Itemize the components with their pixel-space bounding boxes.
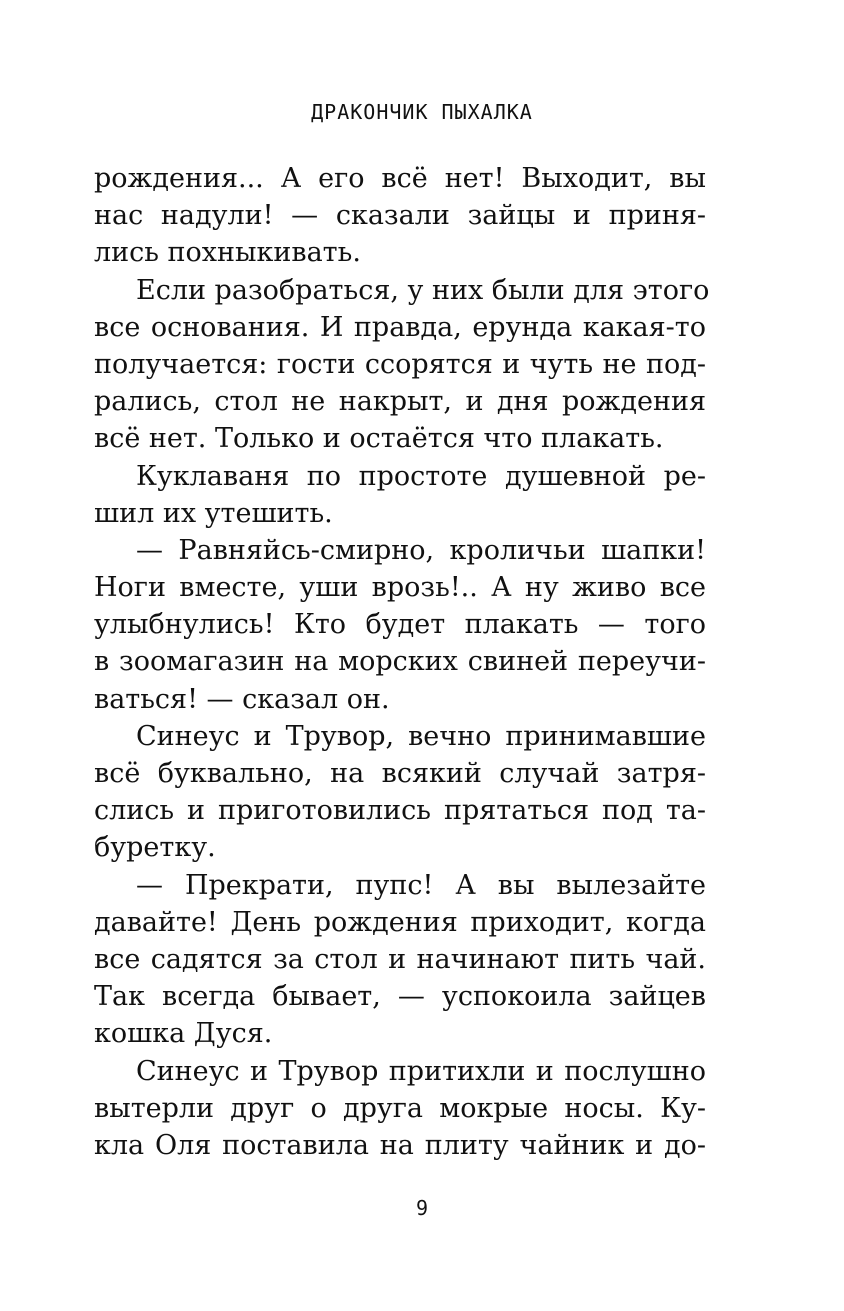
text-line: нас надули! — сказали зайцы и приня- <box>94 200 706 232</box>
text-line: кошка Дуся. <box>94 1018 273 1050</box>
paragraph <box>94 532 706 718</box>
paragraph <box>94 458 706 532</box>
paragraph <box>94 718 706 867</box>
running-head: ДРАКОНЧИК ПЫХАЛКА <box>311 100 533 124</box>
text-line: лись похныкивать. <box>94 237 361 269</box>
text-line: шил их утешить. <box>94 497 333 529</box>
body-text <box>94 160 710 1164</box>
text-line: рождения... А его всё нет! Выходит, вы <box>94 163 706 194</box>
text-line: слись и приготовились прятаться под та- <box>94 795 706 827</box>
paragraph <box>94 160 706 272</box>
text-line: — Прекрати, пупс! А вы вылезайте <box>136 869 706 901</box>
text-line: Синеус и Трувор, вечно принимавшие <box>136 720 706 752</box>
text-line: Ноги вместе, уши врозь!.. А ну живо все <box>94 572 706 604</box>
paragraph <box>94 867 706 1053</box>
text-line: получается: гости ссорятся и чуть не под- <box>94 348 706 380</box>
text-line: вытерли друг о друга мокрые носы. Ку- <box>94 1092 706 1124</box>
text-line: все садятся за стол и начинают пить чай. <box>94 943 706 975</box>
text-line: давайте! День рождения приходит, когда <box>94 906 706 938</box>
text-line: Синеус и Трувор притихли и послушно <box>136 1055 706 1087</box>
text-line: все основания. И правда, ерунда какая-то <box>94 311 706 343</box>
text-line: улыбнулись! Кто будет плакать — того <box>94 609 706 641</box>
paragraph <box>94 272 710 458</box>
text-line: Куклаваня по простоте душевной ре- <box>136 460 706 492</box>
text-line: всё буквально, на всякий случай затря- <box>94 758 706 789</box>
page-number: 9 <box>415 1196 429 1220</box>
text-line: буретку. <box>94 832 216 864</box>
text-line: Так всегда бывает, — успокоила зайцев <box>94 981 706 1013</box>
text-line: в зоомагазин на морских свиней переучи- <box>94 646 706 678</box>
paragraph <box>94 1053 706 1165</box>
text-line: рались, стол не накрыт, и дня рождения <box>94 386 706 418</box>
text-line: кла Оля поставила на плиту чайник и до- <box>94 1129 706 1161</box>
text-line: — Равняйсь-смирно, кроличьи шапки! <box>136 534 706 566</box>
text-line: всё нет. Только и остаётся что плакать. <box>94 423 664 455</box>
text-line: ваться! — сказал он. <box>94 683 390 715</box>
text-line: Если разобраться, у них были для этого <box>136 274 710 306</box>
